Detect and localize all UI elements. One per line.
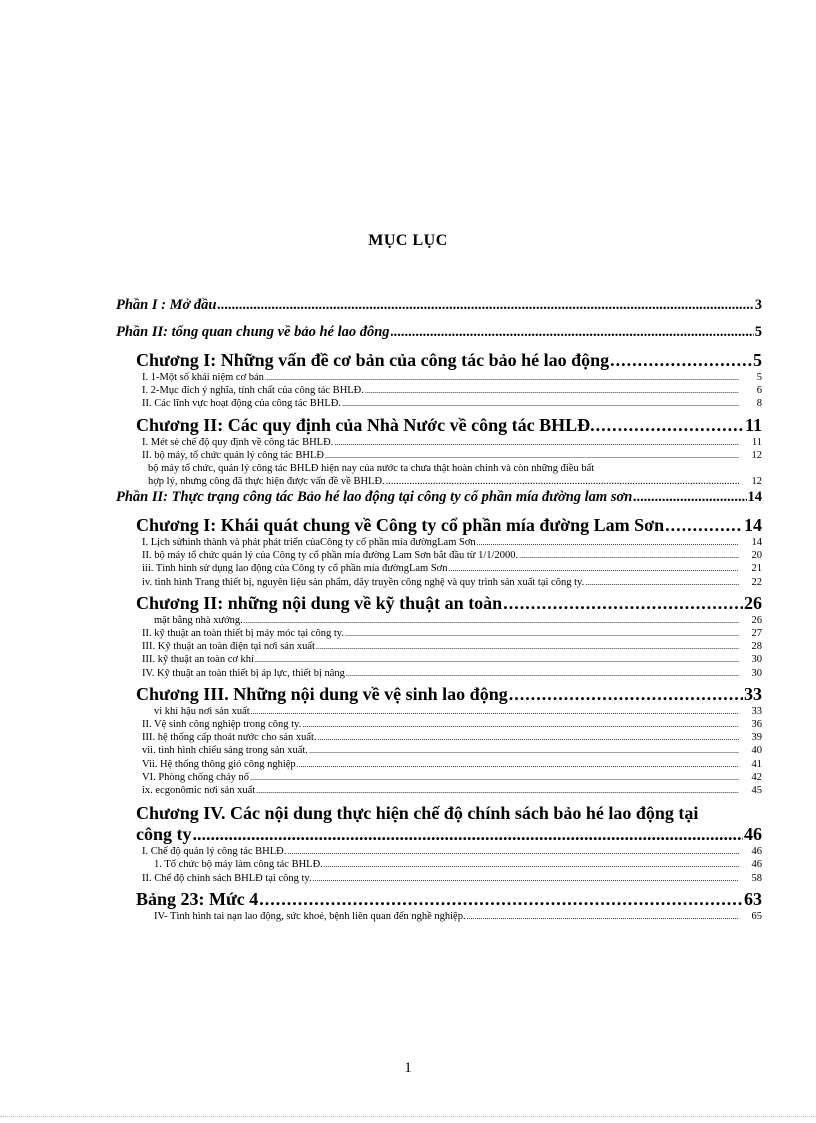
dot-leader — [346, 667, 739, 680]
toc-entry-title: III. hệ thống cấp thoát nước cho sản xuất. — [142, 732, 317, 744]
dot-leader — [365, 384, 739, 397]
dot-leader — [318, 731, 739, 744]
dot-leader — [313, 872, 739, 885]
toc-page-number: 46 — [751, 846, 762, 858]
toc-entry-title: I. 2-Mục đích ý nghĩa, tính chất của công tác BHLĐ. — [142, 385, 364, 397]
dot-leader — [193, 824, 744, 845]
toc-entry[interactable] — [116, 771, 762, 784]
toc-part[interactable] — [116, 323, 762, 341]
toc-entry[interactable] — [116, 449, 762, 462]
toc-entry[interactable] — [116, 549, 762, 562]
dot-leader — [448, 562, 739, 575]
dot-leader — [265, 371, 739, 384]
toc-entry[interactable] — [116, 845, 762, 858]
toc-entry[interactable] — [116, 384, 762, 397]
toc-chapter[interactable] — [116, 889, 762, 910]
toc-part-title: Phần II: Thực trạng công tác Bảo hé lao động tại công ty cổ phần mía đường lam sơn — [116, 489, 633, 506]
toc-chapter[interactable] — [116, 415, 762, 436]
toc-entry-title: vi khí hậu nơi sản xuất — [154, 705, 250, 717]
dot-leader — [467, 910, 739, 923]
toc-entry-title: VI. Phòng chống cháy nổ — [142, 771, 250, 783]
toc-part[interactable] — [116, 296, 762, 314]
toc-entry[interactable] — [116, 784, 762, 797]
toc-entry-title: II. kỹ thuật an toàn thiết bị máy móc tại công ty. — [142, 628, 344, 640]
dot-leader — [255, 653, 739, 666]
toc-entry-title: IV. Kỹ thuật an toàn thiết bị áp lực, thiết bị nâng — [142, 667, 345, 679]
toc-chapter[interactable] — [116, 684, 762, 705]
toc-page-number: 36 — [751, 719, 762, 731]
dot-leader — [519, 549, 739, 562]
dot-leader — [391, 323, 754, 341]
toc-page-number: 30 — [751, 654, 762, 666]
toc-page-number: 26 — [744, 592, 762, 613]
dot-leader — [345, 627, 739, 640]
toc-page-number: 5 — [754, 324, 762, 340]
toc-entry-title: I. Chế độ quản lý công tác BHLĐ. — [142, 846, 287, 858]
dot-leader — [217, 296, 753, 314]
toc-page-number: 14 — [751, 537, 762, 549]
toc-entry[interactable] — [116, 576, 762, 589]
toc-part-title: Phần I : Mở đầu — [116, 297, 217, 313]
dot-leader — [342, 397, 739, 410]
toc-entry-title: II. Vệ sinh công nghiệp trong công ty. — [142, 719, 302, 731]
toc-page-number: 14 — [744, 515, 762, 536]
dot-leader — [325, 449, 739, 462]
dot-leader — [503, 593, 743, 614]
dot-leader — [316, 640, 739, 653]
toc-entry-title: iv. tình hình Trang thiết bị, nguyên liệu sản phẩm, dây truyền công nghệ và quy trình sản xuất tại công ty. — [142, 576, 585, 588]
toc-chapter-title: Chương II: Các quy định của Nhà Nước về công tác BHLĐ. — [136, 414, 595, 435]
table-of-contents — [116, 296, 762, 923]
toc-entry-title: II. Các lĩnh vực hoạt động của công tác BHLĐ. — [142, 398, 342, 410]
toc-entry[interactable] — [116, 614, 762, 627]
dot-leader — [585, 576, 739, 589]
toc-entry[interactable] — [116, 718, 762, 731]
toc-page-number: 22 — [751, 576, 762, 588]
toc-page-number: 21 — [751, 563, 762, 575]
dot-leader — [334, 436, 739, 449]
toc-chapter-title: Chương I: Những vấn đề cơ bản của công tác bảo hé lao động — [136, 350, 610, 370]
page-bottom-rule — [0, 1116, 816, 1117]
toc-entry[interactable] — [116, 872, 762, 885]
toc-entry-title: III. Kỹ thuật an toàn điện tại nơi sản xuất — [142, 641, 315, 653]
toc-entry[interactable] — [116, 640, 762, 653]
toc-entry-title: I. 1-Một số khái niệm cơ bản — [142, 372, 264, 383]
dot-leader — [665, 515, 743, 536]
toc-entry[interactable] — [116, 705, 762, 718]
toc-part[interactable] — [116, 488, 762, 506]
toc-page-number: 5 — [753, 350, 762, 370]
toc-page-number: 26 — [751, 614, 762, 626]
toc-chapter-title: Chương II: những nội dung về kỹ thuật an toàn — [136, 592, 503, 613]
dot-leader — [324, 858, 739, 871]
toc-page-number: 41 — [751, 758, 762, 770]
toc-chapter-title: Chương III. Những nội dung về vệ sinh lao động — [136, 683, 508, 704]
toc-entry-title: III. kỹ thuật an toàn cơ khí — [142, 654, 254, 666]
dot-leader — [477, 536, 739, 549]
toc-page-number: 6 — [756, 385, 762, 397]
toc-page-number: 12 — [751, 449, 762, 461]
toc-entry[interactable] — [116, 397, 762, 410]
toc-page-number: 20 — [751, 550, 762, 562]
dot-leader — [297, 758, 739, 771]
toc-entry[interactable] — [116, 667, 762, 680]
toc-entry[interactable] — [116, 371, 762, 384]
toc-entry[interactable] — [116, 653, 762, 666]
toc-page-number: 11 — [751, 436, 762, 448]
page-number: 1 — [404, 1060, 412, 1076]
dot-leader — [256, 784, 739, 797]
toc-chapter[interactable] — [116, 350, 762, 371]
toc-entry[interactable] — [116, 910, 762, 923]
toc-entry-title: iii. Tình hình sử dụng lao động của Công ty cổ phần mía đườngLam Sơn — [142, 563, 448, 575]
dot-leader — [610, 350, 752, 371]
dot-leader — [244, 614, 739, 627]
toc-chapter-wrapped[interactable] — [116, 803, 762, 845]
toc-entry[interactable] — [116, 858, 762, 871]
dot-leader — [309, 744, 739, 757]
dot-leader — [251, 705, 739, 718]
dot-leader — [259, 889, 743, 910]
toc-entry-title: ix. ecgonômic nơi sản xuất — [142, 785, 256, 797]
toc-entry-title: IV- Tình hình tai nạn lao động, sức khoẻ, bệnh liên quan đến nghề nghiệp. — [154, 910, 466, 922]
toc-page-number: 45 — [751, 785, 762, 797]
dot-leader — [250, 771, 739, 784]
toc-entry-line2: hợp lý, nhưng công đã thực hiện được vấn đề về BHLĐ. — [148, 476, 385, 488]
toc-entry-title: mặt bằng nhà xưởng. — [154, 614, 243, 626]
toc-entry[interactable] — [116, 436, 762, 449]
toc-page-number: 8 — [756, 398, 762, 410]
dot-leader — [386, 475, 739, 488]
toc-entry-title: I. Mét sè chế độ quy định về công tác BHLĐ. — [142, 436, 334, 448]
toc-entry-title: II. bộ máy, tổ chức quản lý công tác BHLĐ — [142, 449, 325, 461]
dot-leader — [509, 684, 743, 705]
dot-leader — [633, 488, 746, 506]
toc-page-number: 11 — [744, 414, 762, 435]
toc-entry-line1: bộ máy tổ chức, quản lý công tác BHLĐ hiện nay của nước ta chưa thật hoàn chỉnh và còn những điều bất — [148, 463, 595, 475]
toc-title: MỤC LỤC — [368, 232, 448, 249]
toc-page-number: 58 — [751, 872, 762, 884]
toc-entry-line2: công ty — [136, 824, 192, 845]
toc-entry[interactable] — [116, 562, 762, 575]
dot-leader — [596, 415, 744, 436]
dot-leader — [302, 718, 739, 731]
toc-page-number: 5 — [756, 372, 762, 383]
toc-page-number: 33 — [744, 683, 762, 704]
toc-page-number: 63 — [744, 888, 762, 909]
toc-entry-title: 1. Tổ chức bộ máy làm công tác BHLĐ. — [154, 859, 323, 871]
toc-entry-wrapped[interactable] — [116, 462, 762, 488]
toc-page-number: 3 — [754, 297, 762, 313]
toc-entry-title: II. Chế độ chính sách BHLĐ tại công ty. — [142, 872, 312, 884]
toc-page-number: 30 — [751, 667, 762, 679]
toc-page-number: 27 — [751, 628, 762, 640]
toc-page-number: 42 — [751, 771, 762, 783]
toc-entry-title: II. bộ máy tổ chức quản lý của Công ty cổ phần mía đường Lam Sơn bắt đầu từ 1/1/2000. — [142, 550, 519, 562]
toc-entry[interactable] — [116, 627, 762, 640]
toc-page-number: 28 — [751, 641, 762, 653]
toc-page-number: 46 — [751, 859, 762, 871]
toc-page-number: 12 — [751, 476, 762, 488]
toc-page-number: 14 — [747, 489, 762, 506]
toc-chapter-title: Bảng 23: Mức 4 — [136, 888, 259, 909]
toc-page-number: 33 — [751, 705, 762, 717]
toc-part-title: Phần II: tổng quan chung về bảo hé lao đông — [116, 324, 390, 340]
dot-leader — [287, 845, 739, 858]
toc-page-number: 40 — [751, 745, 762, 757]
toc-entry-line1: Chương IV. Các nội dung thực hiện chế độ chính sách bảo hé lao động tại — [136, 803, 699, 824]
toc-entry-title: I. Lịch sửhình thành và phát phát triển củaCông ty cổ phần mía đườngLam Sơn — [142, 537, 476, 549]
toc-entry[interactable] — [116, 731, 762, 744]
toc-entry[interactable] — [116, 758, 762, 771]
toc-page-number: 39 — [751, 732, 762, 744]
toc-page-number: 65 — [751, 910, 762, 922]
toc-entry-title: Vii. Hệ thống thông gió công nghiệp — [142, 758, 296, 770]
toc-chapter[interactable] — [116, 593, 762, 614]
toc-entry[interactable] — [116, 744, 762, 757]
toc-page-number: 46 — [744, 824, 762, 845]
toc-entry-title: vii. tình hình chiếu sáng trong sản xuất. — [142, 745, 308, 757]
toc-chapter[interactable] — [116, 515, 762, 536]
toc-chapter-title: Chương I: Khái quát chung về Công ty cổ phần mía đường Lam Sơn — [136, 515, 665, 536]
toc-entry[interactable] — [116, 536, 762, 549]
